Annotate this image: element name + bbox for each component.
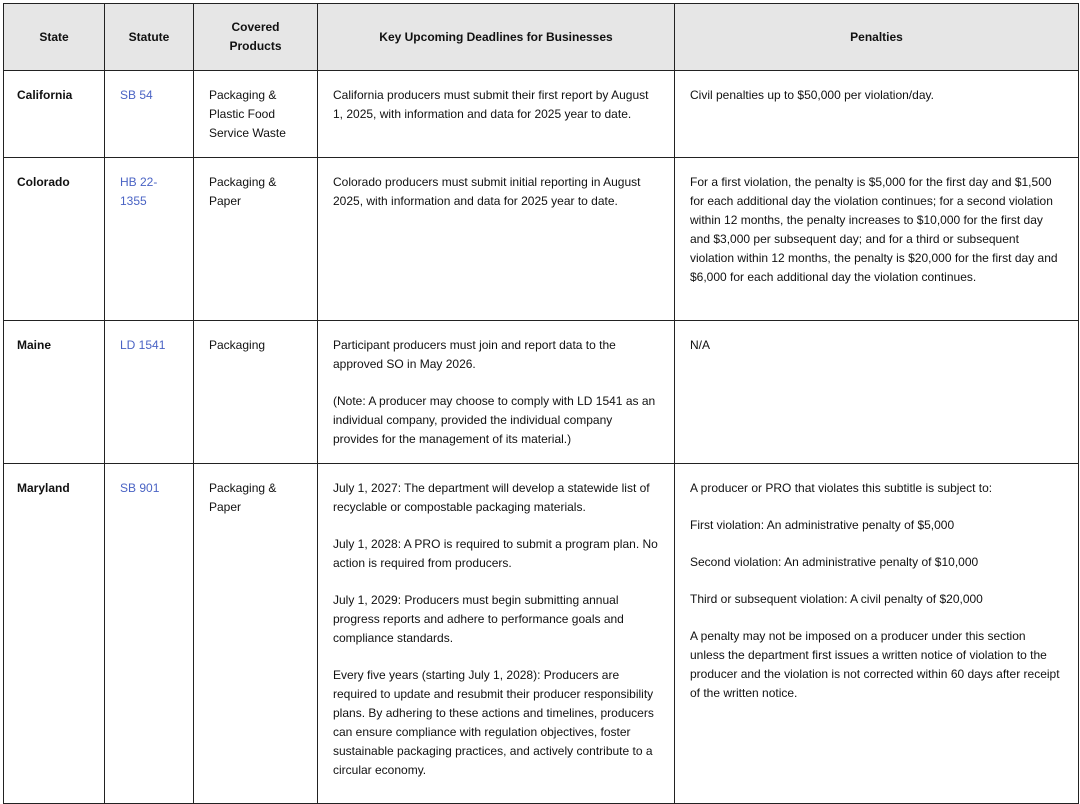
- penalty-text: A penalty may not be imposed on a producer under this section unless the department first issues a written notice of violation to the producer and the violation is not corrected within 60 days after receipt of the written notice.: [690, 629, 1060, 700]
- table-row: [4, 158, 1079, 321]
- deadline-text: Every five years (starting July 1, 2028): Producers are required to update and resubmit their producer responsibility plans. By adhering to these actions and timelines, producers can ensure compliance with regulation objectives, foster sustainable packaging practices, and actively contribute to a circular economy.: [333, 668, 654, 777]
- penalty-text: Civil penalties up to $50,000 per violation/day.: [690, 88, 934, 102]
- header-covered-products: Covered Products: [194, 4, 318, 71]
- penalties-cell: [675, 464, 1079, 804]
- statute-link[interactable]: HB 22-1355: [120, 175, 158, 208]
- deadline-text: July 1, 2029: Producers must begin submitting annual progress reports and adhere to performance goals and compliance standards.: [333, 593, 624, 645]
- products-cell: Packaging & Plastic Food Service Waste: [194, 71, 318, 158]
- statute-link[interactable]: LD 1541: [120, 338, 166, 352]
- table-row: [4, 71, 1079, 158]
- statute-link[interactable]: SB 54: [120, 88, 153, 102]
- penalties-cell: [675, 71, 1079, 158]
- header-deadlines: Key Upcoming Deadlines for Businesses: [318, 4, 675, 71]
- products-cell: Packaging: [194, 321, 318, 464]
- deadlines-cell: [318, 464, 675, 804]
- epr-laws-table: [3, 3, 1079, 804]
- state-cell: Maine: [4, 321, 105, 464]
- deadline-text: California producers must submit their first report by August 1, 2025, with information and data for 2025 year to date.: [333, 88, 649, 121]
- statute-cell: [105, 321, 194, 464]
- statute-cell: [105, 158, 194, 321]
- table-row: [4, 464, 1079, 804]
- state-cell: Colorado: [4, 158, 105, 321]
- state-cell: Maryland: [4, 464, 105, 804]
- penalties-cell: [675, 158, 1079, 321]
- header-statute: Statute: [105, 4, 194, 71]
- statute-cell: [105, 464, 194, 804]
- products-cell: Packaging & Paper: [194, 158, 318, 321]
- penalty-text: First violation: An administrative penalty of $5,000: [690, 518, 955, 532]
- deadline-text: Colorado producers must submit initial reporting in August 2025, with information and data for 2025 year to date.: [333, 175, 641, 208]
- penalty-text: N/A: [690, 338, 711, 352]
- deadlines-cell: [318, 71, 675, 158]
- table-header-row: [4, 4, 1079, 71]
- penalty-text: Second violation: An administrative penalty of $10,000: [690, 555, 979, 569]
- deadline-text: July 1, 2028: A PRO is required to submit a program plan. No action is required from producers.: [333, 537, 658, 570]
- deadlines-cell: [318, 321, 675, 464]
- table-row: [4, 321, 1079, 464]
- products-cell: Packaging & Paper: [194, 464, 318, 804]
- header-penalties: Penalties: [675, 4, 1079, 71]
- deadlines-cell: [318, 158, 675, 321]
- deadline-note: (Note: A producer may choose to comply with LD 1541 as an individual company, provided the individual company provides for the management of its material.): [333, 394, 656, 446]
- state-cell: California: [4, 71, 105, 158]
- penalty-text: For a first violation, the penalty is $5,000 for the first day and $1,500 for each additional day the violation continues; for a second violation within 12 months, the penalty increases to $10,000 for the first day and $3,000 per subsequent day; and for a third or subsequent violation within 12 months, the penalty is $20,000 for the first day and $6,000 for each additional day the violation continues.: [690, 175, 1058, 284]
- statute-cell: [105, 71, 194, 158]
- penalty-text: A producer or PRO that violates this subtitle is subject to:: [690, 481, 993, 495]
- statute-link[interactable]: SB 901: [120, 481, 160, 495]
- deadline-text: Participant producers must join and report data to the approved SO in May 2026.: [333, 338, 616, 371]
- penalties-cell: [675, 321, 1079, 464]
- header-state: State: [4, 4, 105, 71]
- penalty-text: Third or subsequent violation: A civil penalty of $20,000: [690, 592, 983, 606]
- deadline-text: July 1, 2027: The department will develop a statewide list of recyclable or compostable packaging materials.: [333, 481, 650, 514]
